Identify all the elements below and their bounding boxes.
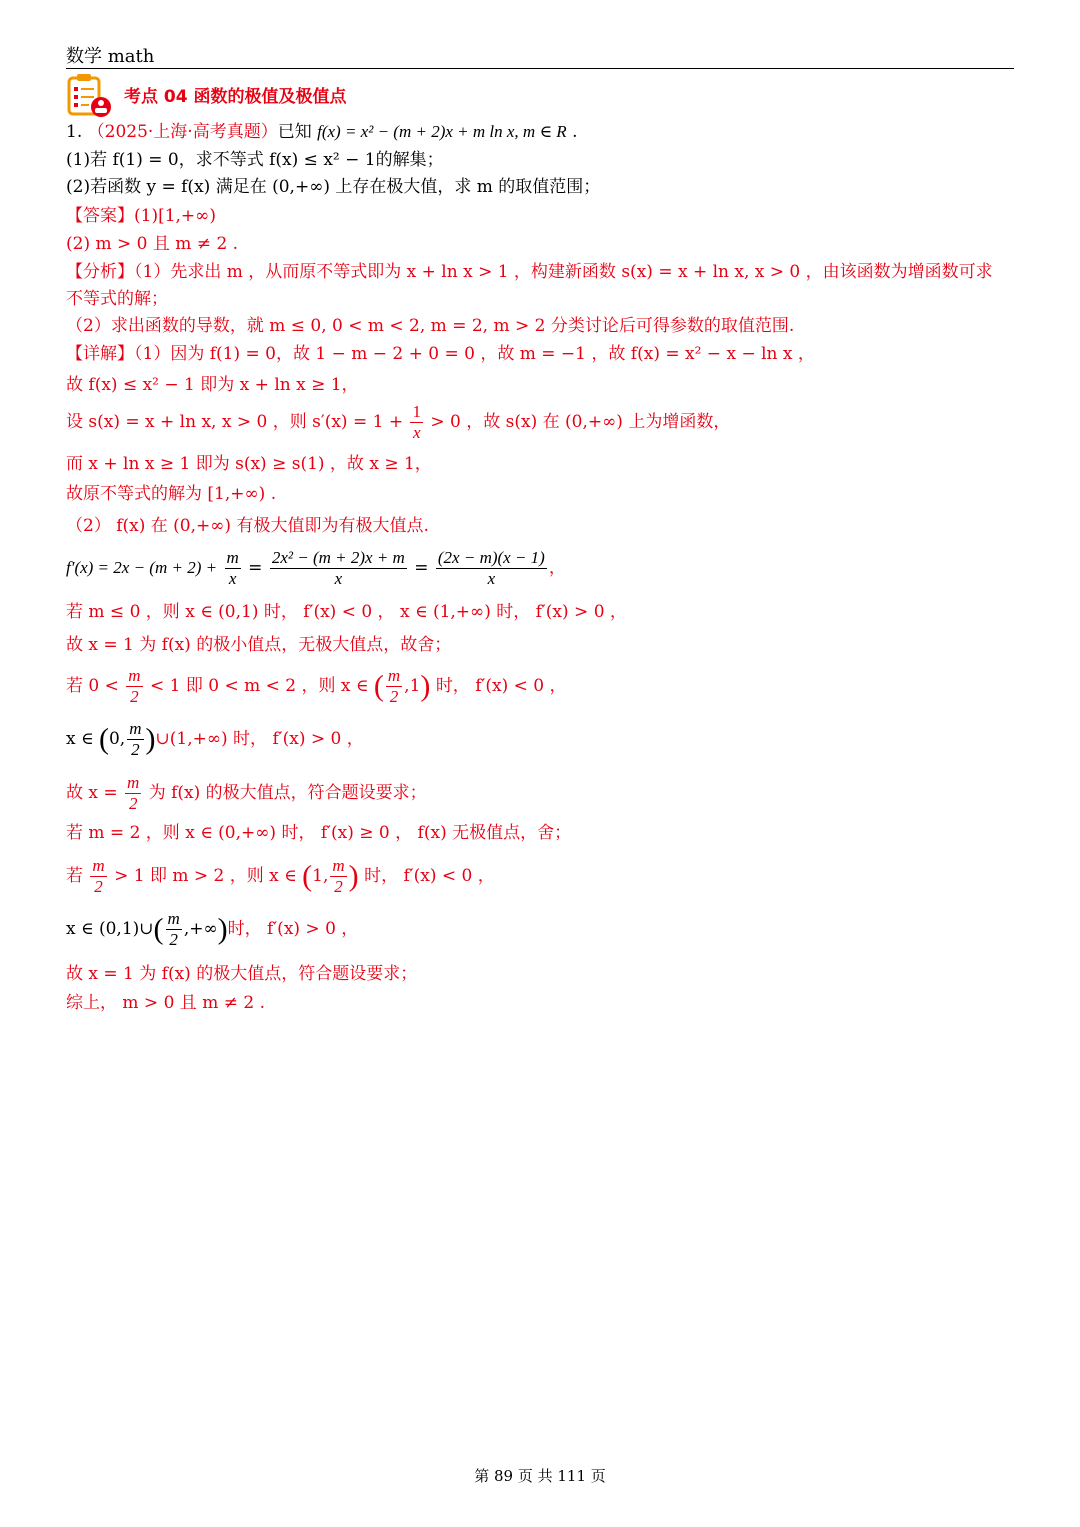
detail-text-9: 故 x = 1 为 f(x) 的极小值点，无极大值点，故舍；	[66, 635, 452, 655]
question-1: (1)若 f(1) = 0，求不等式 f(x) ≤ x² − 1的解集；	[66, 150, 444, 170]
detail-text-10d: 时， f′(x) < 0 ，	[435, 676, 567, 696]
interval-end: ,+∞	[183, 919, 218, 939]
analysis-text-2: （2）求出函数的导数，就 m ≤ 0, 0 < m < 2, m = 2, m > 2 分类讨论后可得参数的取值范围.	[66, 316, 795, 336]
fraction-denominator: 2	[128, 794, 138, 813]
question-2: (2)若函数 y = f(x) 满足在 (0,+∞) 上存在极大值，求 m 的取值范围；	[66, 177, 601, 197]
fraction-m-over-2	[125, 773, 141, 814]
detail-text-14d: 时， f′(x) < 0 ，	[364, 866, 495, 886]
problem-source: （2025·上海·高考真题）	[87, 122, 278, 142]
fraction-numerator: m	[332, 856, 345, 875]
detail-text-4: 而 x + ln x ≥ 1 即为 s(x) ≥ s(1) ，故 x ≥ 1，	[66, 454, 432, 474]
section-title: 考点 04 函数的极值及极值点	[124, 87, 347, 107]
fraction-numerator: 1	[412, 402, 421, 421]
fraction-numerator: m	[128, 666, 141, 685]
fraction-expanded	[270, 548, 407, 589]
fraction-denominator: 2	[94, 877, 103, 896]
detail-line-1	[66, 343, 815, 365]
fraction-denominator: x	[334, 569, 343, 588]
checklist-icon	[66, 72, 112, 118]
fraction-denominator: 2	[334, 877, 343, 896]
fraction-m-over-2	[386, 666, 402, 707]
fraction-m-over-2	[330, 856, 346, 897]
analysis-label: 【分析】	[66, 262, 134, 282]
detail-text-5: 故原不等式的解为 [1,+∞) .	[66, 484, 277, 504]
problem-stem: 1. （2025·上海·高考真题）已知 f(x) = x² − (m + 2)x + m ln x, m ∈ R .	[66, 122, 578, 142]
analysis-text-1: （1）先求出 m ，从而原不等式即为 x + ln x > 1 ，构建新函数 s(x) = x + ln x, x > 0 ，由该函数为增函数可求	[134, 262, 993, 282]
answer-label: 【答案】	[66, 206, 134, 226]
detail-text-15a: x ∈ (0,1)∪	[66, 919, 154, 939]
header-subject: 数学 math	[66, 46, 155, 67]
fraction-denominator: 2	[169, 930, 178, 949]
interval-end: ,1	[404, 676, 421, 696]
interval-start: 0,	[108, 729, 126, 749]
detail-text-10a: 若 0 <	[66, 676, 119, 696]
fraction-numerator: m	[92, 856, 105, 875]
detail-text-6: （2） f(x) 在 (0,+∞) 有极大值即为有极大值点.	[66, 516, 429, 536]
fraction-m-over-2	[90, 856, 106, 897]
detail-text-2: 故 f(x) ≤ x² − 1 即为 x + ln x ≥ 1，	[66, 375, 359, 395]
fraction-denominator: x	[228, 569, 237, 588]
problem-stem-prefix: 已知	[277, 122, 312, 142]
detail-text-12b: 为 f(x) 的极大值点，符合题设要求；	[148, 783, 427, 803]
detail-label: 【详解】	[66, 344, 134, 364]
answer-part-1: (1)[1,+∞)	[134, 206, 216, 226]
detail-text-11: x ∈ (0, $\frac{m}{2}$ )∪(1,+∞) 时， f′(x) > 0 ，	[66, 719, 364, 759]
analysis-text-1b: 不等式的解；	[66, 289, 168, 309]
fraction-numerator: (2x − m)(x − 1)	[437, 548, 545, 567]
fraction-numerator: m	[387, 666, 401, 685]
detail-text-10: 若 0 < $\frac{m}{2}$ < 1 即 0 < m < 2 ，则 x ∈ ( $\frac{m}{2}$ ,1) 时， f′(x) < 0 ，	[66, 666, 567, 706]
problem-function: f(x) = x² − (m + 2)x + m ln x, m ∈ R	[317, 122, 567, 141]
detail-text-15: x ∈ (0,1)∪( $\frac{m}{2}$ ,+∞)时， f′(x) > 0 ，	[66, 909, 359, 949]
detail-text-3b: > 0 ，故 s(x) 在 (0,+∞) 上为增函数，	[430, 412, 731, 432]
fraction-denominator: x	[487, 569, 496, 588]
detail-text-3a: 设 s(x) = x + ln x, x > 0 ，则 s′(x) = 1 +	[66, 412, 404, 432]
detail-text-11c: ∪(1,+∞) 时， f′(x) > 0 ，	[155, 729, 364, 749]
fraction-numerator: 2x² − (m + 2)x + m	[271, 548, 405, 567]
answer-line-1	[66, 205, 216, 227]
detail-text-14a: 若	[66, 866, 83, 886]
fraction-denominator: 2	[131, 740, 140, 759]
fraction-numerator: m	[167, 909, 180, 928]
fraction-factored	[436, 548, 547, 589]
interval-start: 1,	[312, 866, 329, 886]
fraction-numerator: m	[127, 773, 140, 792]
detail-text-1: （1）因为 f(1) = 0，故 1 − m − 2 + 0 = 0 ，故 m = −1 ，故 f(x) = x² − x − ln x ，	[134, 344, 815, 364]
detail-text-11a: x ∈	[66, 729, 94, 749]
fraction-m-over-2	[166, 909, 182, 950]
detail-text-10b: < 1 即 0 < m < 2 ，则 x ∈	[149, 676, 369, 696]
fraction-one-over-x	[410, 402, 423, 443]
derivative-line: f′(x) = 2x − (m + 2) + $\frac{m}{x}$ = $\frac{\text{2x² − (m + 2)x + m}}{x}$ = $\frac{(2x - m)(x - 1)}{x}$ ，	[66, 548, 566, 588]
detail-text-14: 若 $\frac{m}{2}$ > 1 即 m > 2 ，则 x ∈ (1, $\frac{m}{2}$ ) 时， f′(x) < 0 ，	[66, 856, 495, 896]
fraction-m-over-2	[127, 719, 143, 760]
detail-text-12a: 故 x =	[66, 783, 118, 803]
fraction-numerator: m	[129, 719, 142, 738]
detail-text-15c: 时， f′(x) > 0 ，	[227, 919, 359, 939]
fraction-numerator: m	[226, 548, 239, 567]
page-footer: 第 89 页 共 111 页	[474, 1467, 606, 1485]
fraction-m-over-x	[225, 548, 241, 589]
analysis-line-1	[66, 261, 993, 283]
detail-text-16: 故 x = 1 为 f(x) 的极大值点，符合题设要求；	[66, 964, 418, 984]
detail-text-3	[66, 402, 730, 443]
detail-text-17: 综上， m > 0 且 m ≠ 2 .	[66, 993, 265, 1013]
fraction-m-over-2	[126, 666, 142, 707]
detail-text-13: 若 m = 2 ，则 x ∈ (0,+∞) 时， f′(x) ≥ 0 ， f(x) 无极值点，舍；	[66, 823, 572, 843]
header-divider	[66, 68, 1014, 69]
fraction-denominator: 2	[389, 687, 399, 706]
detail-text-12	[66, 773, 427, 814]
detail-text-8: 若 m ≤ 0 ，则 x ∈ (0,1) 时， f′(x) < 0 ， x ∈ (1,+∞) 时， f′(x) > 0 ，	[66, 602, 627, 622]
answer-part-2: (2) m > 0 且 m ≠ 2 .	[66, 234, 239, 254]
fraction-denominator: 2	[130, 687, 139, 706]
problem-number: 1.	[66, 122, 83, 142]
derivative-text: f′(x) = 2x − (m + 2) +	[66, 558, 218, 577]
fraction-denominator: x	[412, 423, 421, 442]
detail-text-14b: > 1 即 m > 2 ，则 x ∈	[114, 866, 297, 886]
